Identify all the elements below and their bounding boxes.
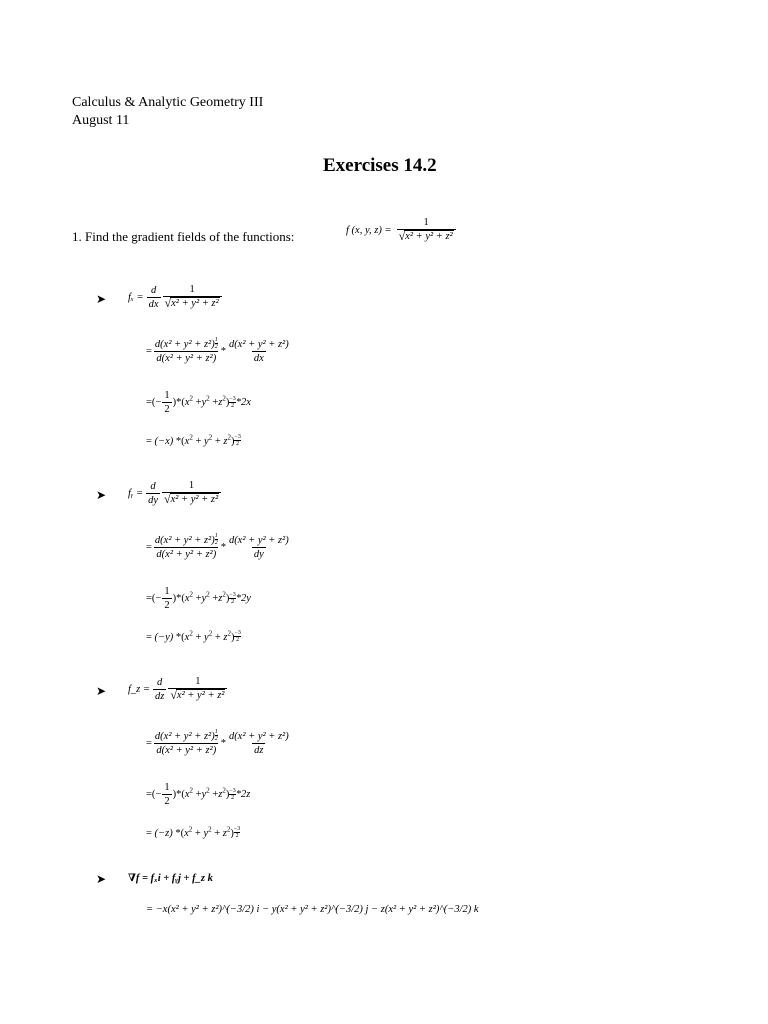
- gradient-result: = −x(x² + y² + z²)^(−3/2) i − y(x² + y² + z²)^(−3/2) j − z(x² + y² + z²)^(−3/2) k: [146, 904, 479, 915]
- course-name: Calculus & Analytic Geometry III: [72, 95, 264, 110]
- question-function: [346, 216, 457, 244]
- fx-definition: [128, 283, 223, 311]
- fy-chain-rule: = d(x² + y² + z²) $\frac{1}{2}$ d(x² + y² + z²) * $\frac{\text{d(x² + y² + z²)}}{dy}$: [146, 533, 289, 560]
- fx-chain-frac-a: d(x² + y² + z²) $\frac{1}{2}$ d(x² + y² + z²): [154, 337, 218, 364]
- fy-step3: =(− $\frac{1}{2}$ )$*(x^2 +y^2 +z^2)$ −3 2 *2y: [146, 586, 251, 611]
- fx-chain-frac-b: $\frac{\text{d(x² + y² + z²)}}{dx}$: [228, 338, 289, 364]
- date: August 11: [72, 113, 130, 128]
- function-lhs: f (x, y, z) =: [346, 224, 392, 236]
- arrow-bullet-icon: ➤: [96, 488, 107, 502]
- fz-result: = (−z) $*(x^2 + y^2 + z^2)$ $\frac{-3}{2}$: [146, 825, 241, 839]
- fx-derivative-op: $\frac{d}{dx}$: [148, 284, 159, 310]
- arrow-bullet-icon: ➤: [96, 684, 107, 698]
- fy-result: = (−y) $*(x^2 + y^2 + z^2)$ $\frac{-3}{2}$: [146, 629, 241, 643]
- page-title: Exercises 14.2: [323, 155, 437, 176]
- fz-step3: =(− $\frac{1}{2}$ )$*(x^2 +y^2 +z^2)$ −3 2 *2z: [146, 782, 251, 807]
- fx-result: = (−x) $*(x^2 + y^2 + z^2)$ $\frac{-3}{2}$: [146, 433, 241, 447]
- fx-lhs: fₓ =: [128, 291, 144, 303]
- function-fraction: [397, 216, 456, 244]
- fz-chain-rule: = d(x² + y² + z²) $\frac{1}{2}$ d(x² + y² + z²) * $\frac{\text{d(x² + y² + z²)}}{dz}$: [146, 729, 289, 756]
- fx-fraction: 1 √ x² + y² + z²: [163, 283, 222, 311]
- fx-step3: =(− $\frac{1}{2}$ )$*(x^2 +y^2 +z^2)$ −3 2 *2x: [146, 390, 251, 415]
- gradient-definition: ∇f = fₓi + fᵧj + f_z k: [128, 873, 213, 884]
- function-denominator: √ x² + y² + z²: [397, 229, 456, 244]
- function-numerator: 1: [423, 217, 429, 228]
- fx-chain-rule: = d(x² + y² + z²) $\frac{1}{2}$ d(x² + y² + z²) * $\frac{\text{d(x² + y² + z²)}}{dx}$: [146, 337, 289, 364]
- fx-step3-tail: *2x: [235, 397, 251, 408]
- question-text: 1. Find the gradient fields of the functions:: [72, 229, 295, 244]
- arrow-bullet-icon: ➤: [96, 292, 107, 306]
- fy-definition: fᵧ = $\frac{d}{dy}$ 1 √ x² + y² + z²: [128, 479, 222, 507]
- fz-definition: f_z = $\frac{d}{dz}$ 1 √ x² + y² + z²: [128, 675, 228, 703]
- arrow-bullet-icon: ➤: [96, 872, 107, 886]
